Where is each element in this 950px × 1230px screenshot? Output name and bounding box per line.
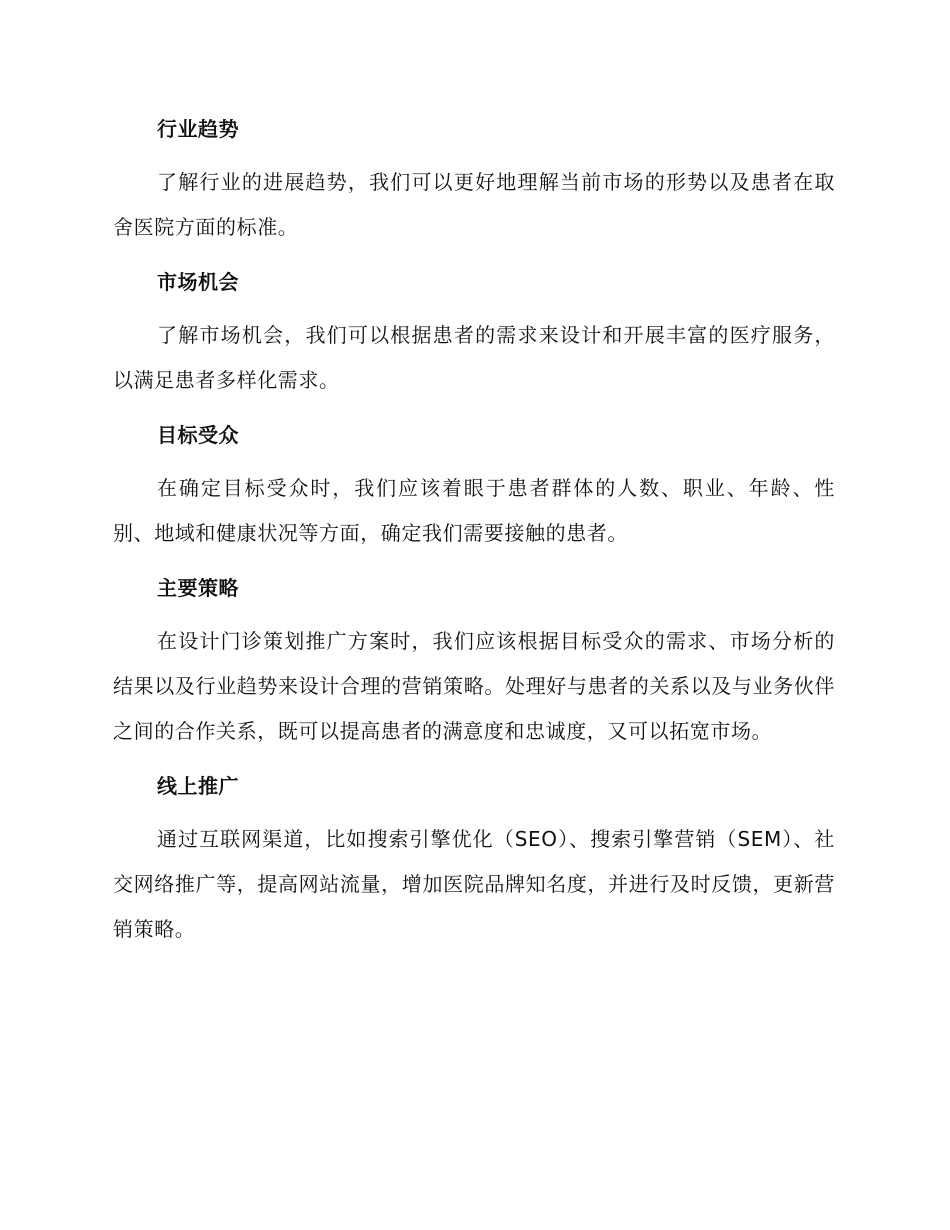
section-heading: 目标受众	[157, 423, 239, 447]
section-heading: 线上推广	[157, 774, 239, 798]
section-main-strategy	[113, 569, 835, 754]
section-heading: 主要策略	[157, 576, 239, 600]
section-industry-trends	[113, 110, 835, 250]
document-body	[113, 110, 835, 952]
section-paragraph: 在设计门诊策划推广方案时，我们应该根据目标受众的需求、市场分析的结果以及行业趋势来设计合理的营销策略。处理好与患者的关系以及与业务伙伴之间的合作关系，既可以提高患者的满意度和忠诚度，又可以拓宽市场。	[113, 629, 835, 743]
section-target-audience	[113, 416, 835, 556]
section-heading: 行业趋势	[157, 117, 239, 141]
section-paragraph: 了解行业的进展趋势，我们可以更好地理解当前市场的形势以及患者在取舍医院方面的标准。	[113, 170, 835, 239]
section-heading: 市场机会	[157, 270, 239, 294]
section-paragraph: 了解市场机会，我们可以根据患者的需求来设计和开展丰富的医疗服务，以满足患者多样化需求。	[113, 323, 835, 392]
section-online-promotion	[113, 767, 835, 952]
section-paragraph: 在确定目标受众时，我们应该着眼于患者群体的人数、职业、年龄、性别、地域和健康状况等方面，确定我们需要接触的患者。	[113, 476, 835, 545]
section-paragraph: 通过互联网渠道，比如搜索引擎优化（SEO）、搜索引擎营销（SEM）、社交网络推广等，提高网站流量，增加医院品牌知名度，并进行及时反馈，更新营销策略。	[113, 827, 835, 941]
section-market-opportunity	[113, 263, 835, 403]
